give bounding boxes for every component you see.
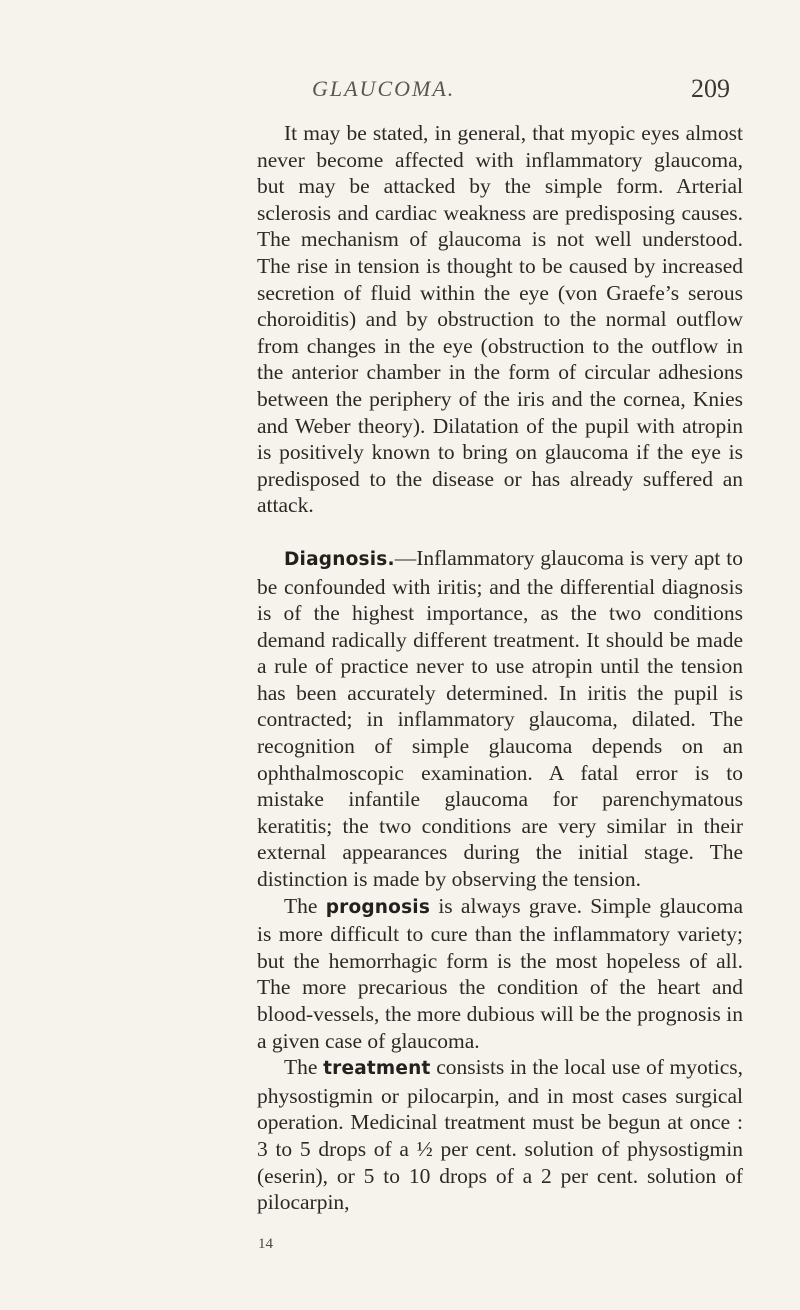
body-text (257, 120, 743, 1216)
paragraph-treatment (257, 1054, 743, 1216)
signature-mark: 14 (258, 1236, 273, 1252)
diagnosis-heading: Diagnosis. (284, 548, 395, 570)
paragraph-diagnosis (257, 545, 743, 893)
treatment-lead: The (284, 1055, 324, 1080)
diagnosis-text: —Inflammatory glaucoma is very apt to be confounded with iritis; and the differential diagnosis is of the highest importance, as the two conditions demand radically different treatment. It should be made a rule of practice never to use atropin until the tension has been accurately determined. In iritis the pupil is contracted; in inflammatory glaucoma, dilated. The recognition of simple glaucoma depends on an ophthalmoscopic examination. A fatal error is to mistake infantile glaucoma for parenchymatous keratitis; the two conditions are very similar in their external appearances during the initial stage. The distinction is made by observing the tension. (257, 545, 743, 892)
page-number: 209 (691, 74, 730, 103)
paragraph-prognosis (257, 893, 743, 1055)
running-head (0, 76, 800, 110)
treatment-text: consists in the local use of myotics, physostigmin or pilocarpin, and in most cases surgical operation. Medicinal treatment must be begun at once : 3 to 5 drops of a ½ per cent. solution of physostigmin (eserin), or 5 to 10 drops of a 2 per cent. solution of pilocarpin, (257, 1055, 743, 1215)
prognosis-lead: The (284, 893, 326, 918)
prognosis-text: is always grave. Simple glaucoma is more difficult to cure than the inflammatory variety; but the hemorrhagic form is the most hopeless of all. The more precarious the condition of the heart and blood-vessels, the more dubious will be the prognosis in a given case of glaucoma. (257, 893, 743, 1053)
treatment-heading: treatment (323, 1058, 431, 1080)
running-title: GLAUCOMA. (312, 76, 456, 101)
paragraph-etiology: It may be stated, in general, that myopic eyes almost never become affected with inflammatory glaucoma, but may be attacked by the simple form. Arterial sclerosis and cardiac weakness are predisposing causes. The mechanism of glaucoma is not well understood. The rise in tension is thought to be caused by increased secretion of fluid within the eye (von Graefe’s serous choroiditis) and by obstruction to the normal outflow from changes in the eye (obstruction to the outflow in the anterior chamber in the form of circular adhesions between the periphery of the iris and the cornea, Knies and Weber theory). Dilatation of the pupil with atropin is positively known to bring on glaucoma if the eye is predisposed to the disease or has already suffered an attack. (257, 121, 743, 518)
prognosis-heading: prognosis (325, 896, 431, 918)
